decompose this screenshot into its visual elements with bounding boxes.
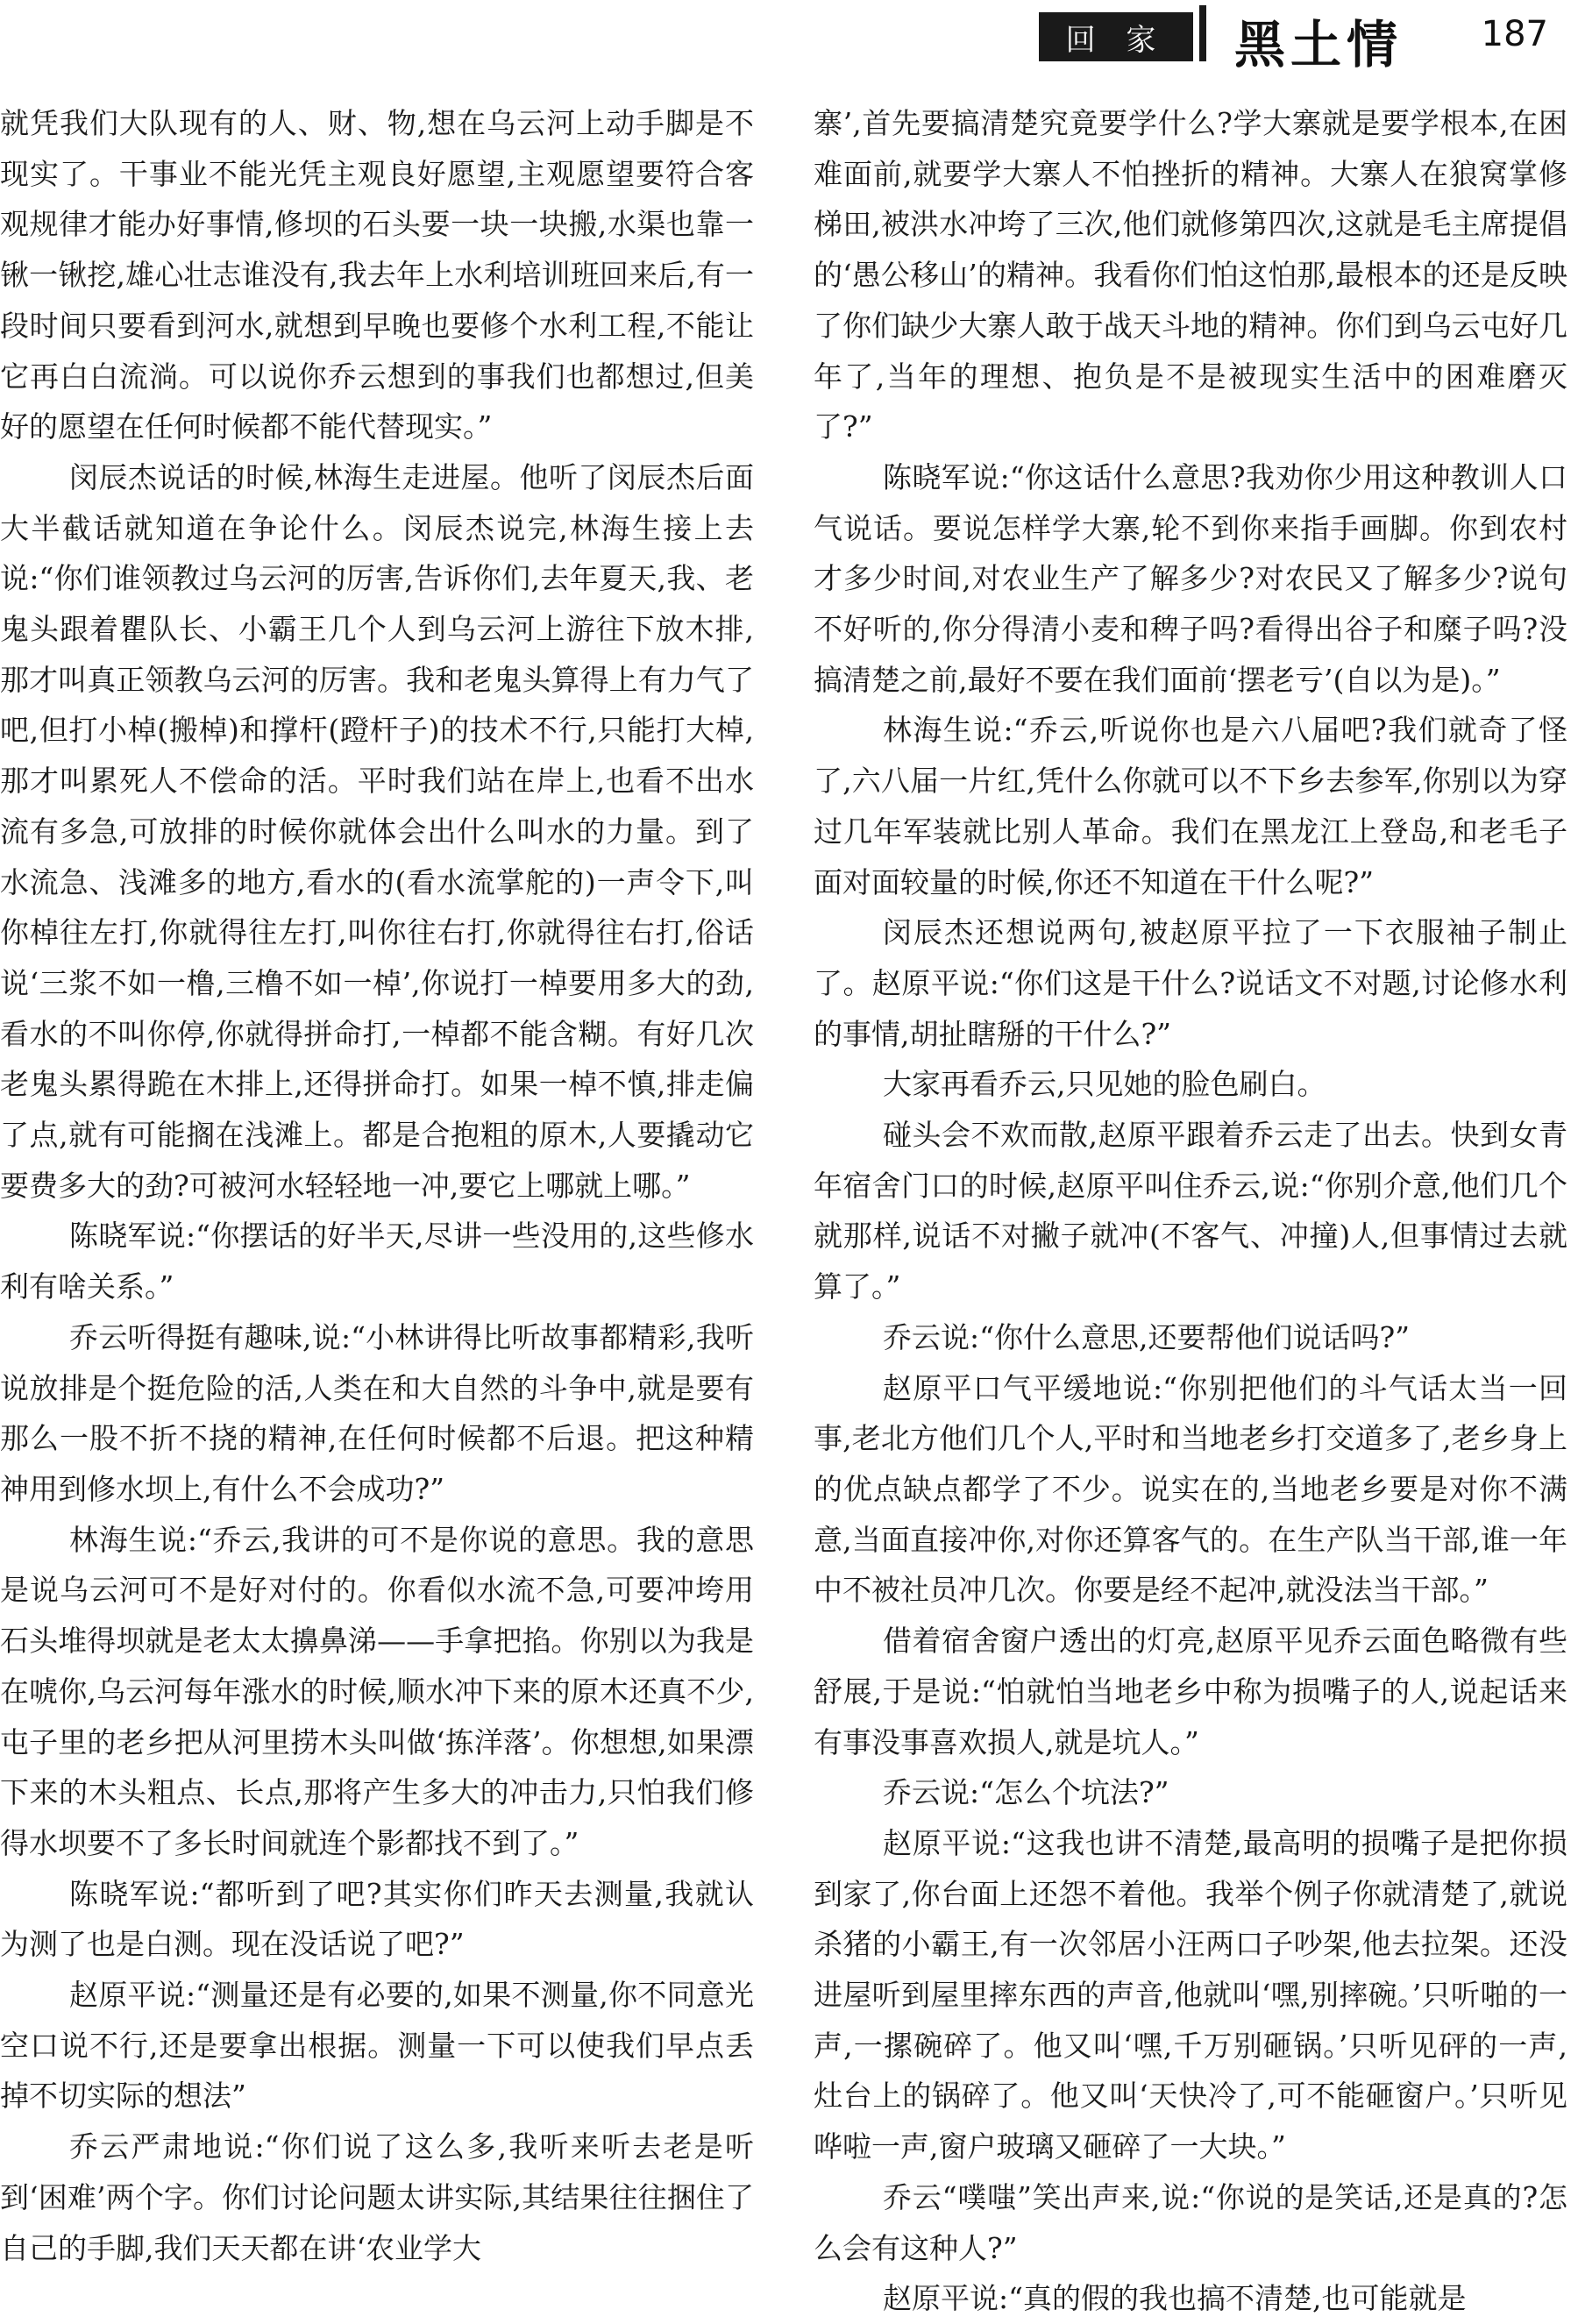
paragraph: 陈晓军说:“你摆话的好半天,尽讲一些没用的,这些修水利有啥关系。” xyxy=(0,1219,754,1304)
magazine-logo: 黑土情 xyxy=(1234,15,1404,75)
paragraph: 乔云听得挺有趣味,说:“小林讲得比听故事都精彩,我听说放排是个挺危险的活,人类在和大自然的斗争中,就是要有那么一股不折不挠的精神,在任何时候都不后退。把这种精神用到修水坝上,有什么不会成功?” xyxy=(0,1319,754,1506)
paragraph: 陈晓军说:“都听到了吧?其实你们昨天去测量,我就认为测了也是白测。现在没话说了吧?” xyxy=(0,1876,754,1962)
paragraph: 大家再看乔云,只见她的脸色刷白。 xyxy=(883,1067,1326,1102)
paragraph: 寨’,首先要搞清楚究竟要学什么?学大寨就是要学根本,在困难面前,就要学大寨人不怕挫折的精神。大寨人在狼窝掌修梯田,被洪水冲垮了三次,他们就修第四次,这就是毛主席提倡的‘愚公移山’的精神。我看你们怕这怕那,最根本的还是反映了你们缺少大寨人敢于战天斗地的精神。你们到乌云屯好几年了,当年的理想、抱负是不是被现实生活中的困难磨灭了?” xyxy=(814,106,1567,444)
paragraph: 乔云“噗嗤”笑出声来,说:“你说的是笑话,还是真的?怎么会有这种人?” xyxy=(814,2179,1567,2265)
paragraph: 借着宿舍窗户透出的灯亮,赵原平见乔云面色略微有些舒展,于是说:“怕就怕当地老乡中称为损嘴子的人,说起话来有事没事喜欢损人,就是坑人。” xyxy=(814,1624,1567,1759)
section-label: 回 家 xyxy=(1039,12,1193,61)
paragraph: 碰头会不欢而散,赵原平跟着乔云走了出去。快到女青年宿舍门口的时候,赵原平叫住乔云,说:“你别介意,他们几个就那样,说话不对撇子就冲(不客气、冲撞)人,但事情过去就算了。” xyxy=(814,1118,1567,1304)
paragraph: 赵原平说:“真的假的我也搞不清楚,也可能就是 xyxy=(883,2281,1467,2316)
page-number: 187 xyxy=(1481,14,1548,54)
paragraph: 闵辰杰还想说两句,被赵原平拉了一下衣服袖子制止了。赵原平说:“你们这是干什么?说话文不对题,讨论修水利的事情,胡扯瞎掰的干什么?” xyxy=(814,915,1567,1051)
paragraph: 林海生说:“乔云,听说你也是六八届吧?我们就奇了怪了,六八届一片红,凭什么你就可以不下乡去参军,你别以为穿过几年军装就比别人革命。我们在黑龙江上登岛,和老毛子面对面较量的时候,你还不知道在干什么呢?” xyxy=(814,713,1567,899)
paragraph: 林海生说:“乔云,我讲的可不是你说的意思。我的意思是说乌云河可不是好对付的。你看似水流不急,可要冲垮用石头堆得坝就是老太太擤鼻涕——手拿把掐。你别以为我是在唬你,乌云河每年涨水的时候,顺水冲下来的原木还真不少,屯子里的老乡把从河里捞木头叫做‘拣洋落’。你想想,如果漂下来的木头粗点、长点,那将产生多大的冲击力,只怕我们修得水坝要不了多长时间就连个影都找不到了。” xyxy=(0,1522,754,1860)
paragraph: 陈晓军说:“你这话什么意思?我劝你少用这种教训人口气说话。要说怎样学大寨,轮不到你来指手画脚。你到农村才多少时间,对农业生产了解多少?对农民又了解多少?说句不好听的,你分得清小麦和稗子吗?看得出谷子和糜子吗?没搞清楚之前,最好不要在我们面前‘摆老亏’(自以为是)。” xyxy=(814,459,1567,697)
paragraph: 就凭我们大队现有的人、财、物,想在乌云河上动手脚是不现实了。干事业不能光凭主观良好愿望,主观愿望要符合客观规律才能办好事情,修坝的石头要一块一块搬,水渠也靠一锹一锹挖,雄心壮志谁没有,我去年上水利培训班回来后,有一段时间只要看到河水,就想到早晚也要修个水利工程,不能让它再白白流淌。可以说你乔云想到的事我们也都想过,但美好的愿望在任何时候都不能代替现实。” xyxy=(0,106,754,444)
paragraph: 乔云说:“怎么个坑法?” xyxy=(883,1775,1169,1810)
paragraph: 乔云说:“你什么意思,还要帮他们说话吗?” xyxy=(883,1319,1411,1354)
paragraph: 闵辰杰说话的时候,林海生走进屋。他听了闵辰杰后面大半截话就知道在争论什么。闵辰杰说完,林海生接上去说:“你们谁领教过乌云河的厉害,告诉你们,去年夏天,我、老鬼头跟着瞿队长、小霸王几个人到乌云河上游往下放木排,那才叫真正领教乌云河的厉害。我和老鬼头算得上有力气了吧,但打小棹(搬棹)和撑杆(蹬杆子)的技术不行,只能打大棹,那才叫累死人不偿命的活。平时我们站在岸上,也看不出水流有多急,可放排的时候你就体会出什么叫水的力量。到了水流急、浅滩多的地方,看水的(看水流掌舵的)一声令下,叫你棹往左打,你就得往左打,叫你往右打,你就得往右打,俗话说‘三浆不如一橹,三橹不如一棹’,你说打一棹要用多大的劲,看水的不叫你停,你就得拼命打,一棹都不能含糊。有好几次老鬼头累得跪在木排上,还得拼命打。如果一棹不慎,排走偏了点,就有可能搁在浅滩上。都是合抱粗的原木,人要撬动它要费多大的劲?可被河水轻轻地一冲,要它上哪就上哪。” xyxy=(0,459,754,1203)
paragraph: 赵原平说:“这我也讲不清楚,最高明的损嘴子是把你损到家了,你台面上还怨不着他。我举个例子你就清楚了,就说杀猪的小霸王,有一次邻居小汪两口子吵架,他去拉架。还没进屋听到屋里摔东西的声音,他就叫‘嘿,别摔碗。’只听啪的一声,一摞碗碎了。他又叫‘嘿,千万别砸锅。’只听见砰的一声,灶台上的锅碎了。他又叫‘天快冷了,可不能砸窗户。’只听见哗啦一声,窗户玻璃又砸碎了一大块。” xyxy=(814,1825,1567,2164)
left-text-column xyxy=(0,98,754,2273)
right-text-column xyxy=(814,98,1567,2324)
paragraph: 赵原平口气平缓地说:“你别把他们的斗气话太当一回事,老北方他们几个人,平时和当地老乡打交道多了,老乡身上的优点缺点都学了不少。说实在的,当地老乡要是对你不满意,当面直接冲你,对你还算客气的。在生产队当干部,谁一年中不被社员冲几次。你要是经不起冲,就没法当干部。” xyxy=(814,1370,1567,1608)
paragraph: 赵原平说:“测量还是有必要的,如果不测量,你不同意光空口说不行,还是要拿出根据。测量一下可以使我们早点丢掉不切实际的想法” xyxy=(0,1978,754,2114)
paragraph: 乔云严肃地说:“你们说了这么多,我听来听去老是听到‘困难’两个字。你们讨论问题太讲实际,其结果往往捆住了自己的手脚,我们天天都在讲‘农业学大 xyxy=(0,2129,754,2265)
header-divider xyxy=(1199,5,1206,61)
page-header xyxy=(0,0,1578,75)
